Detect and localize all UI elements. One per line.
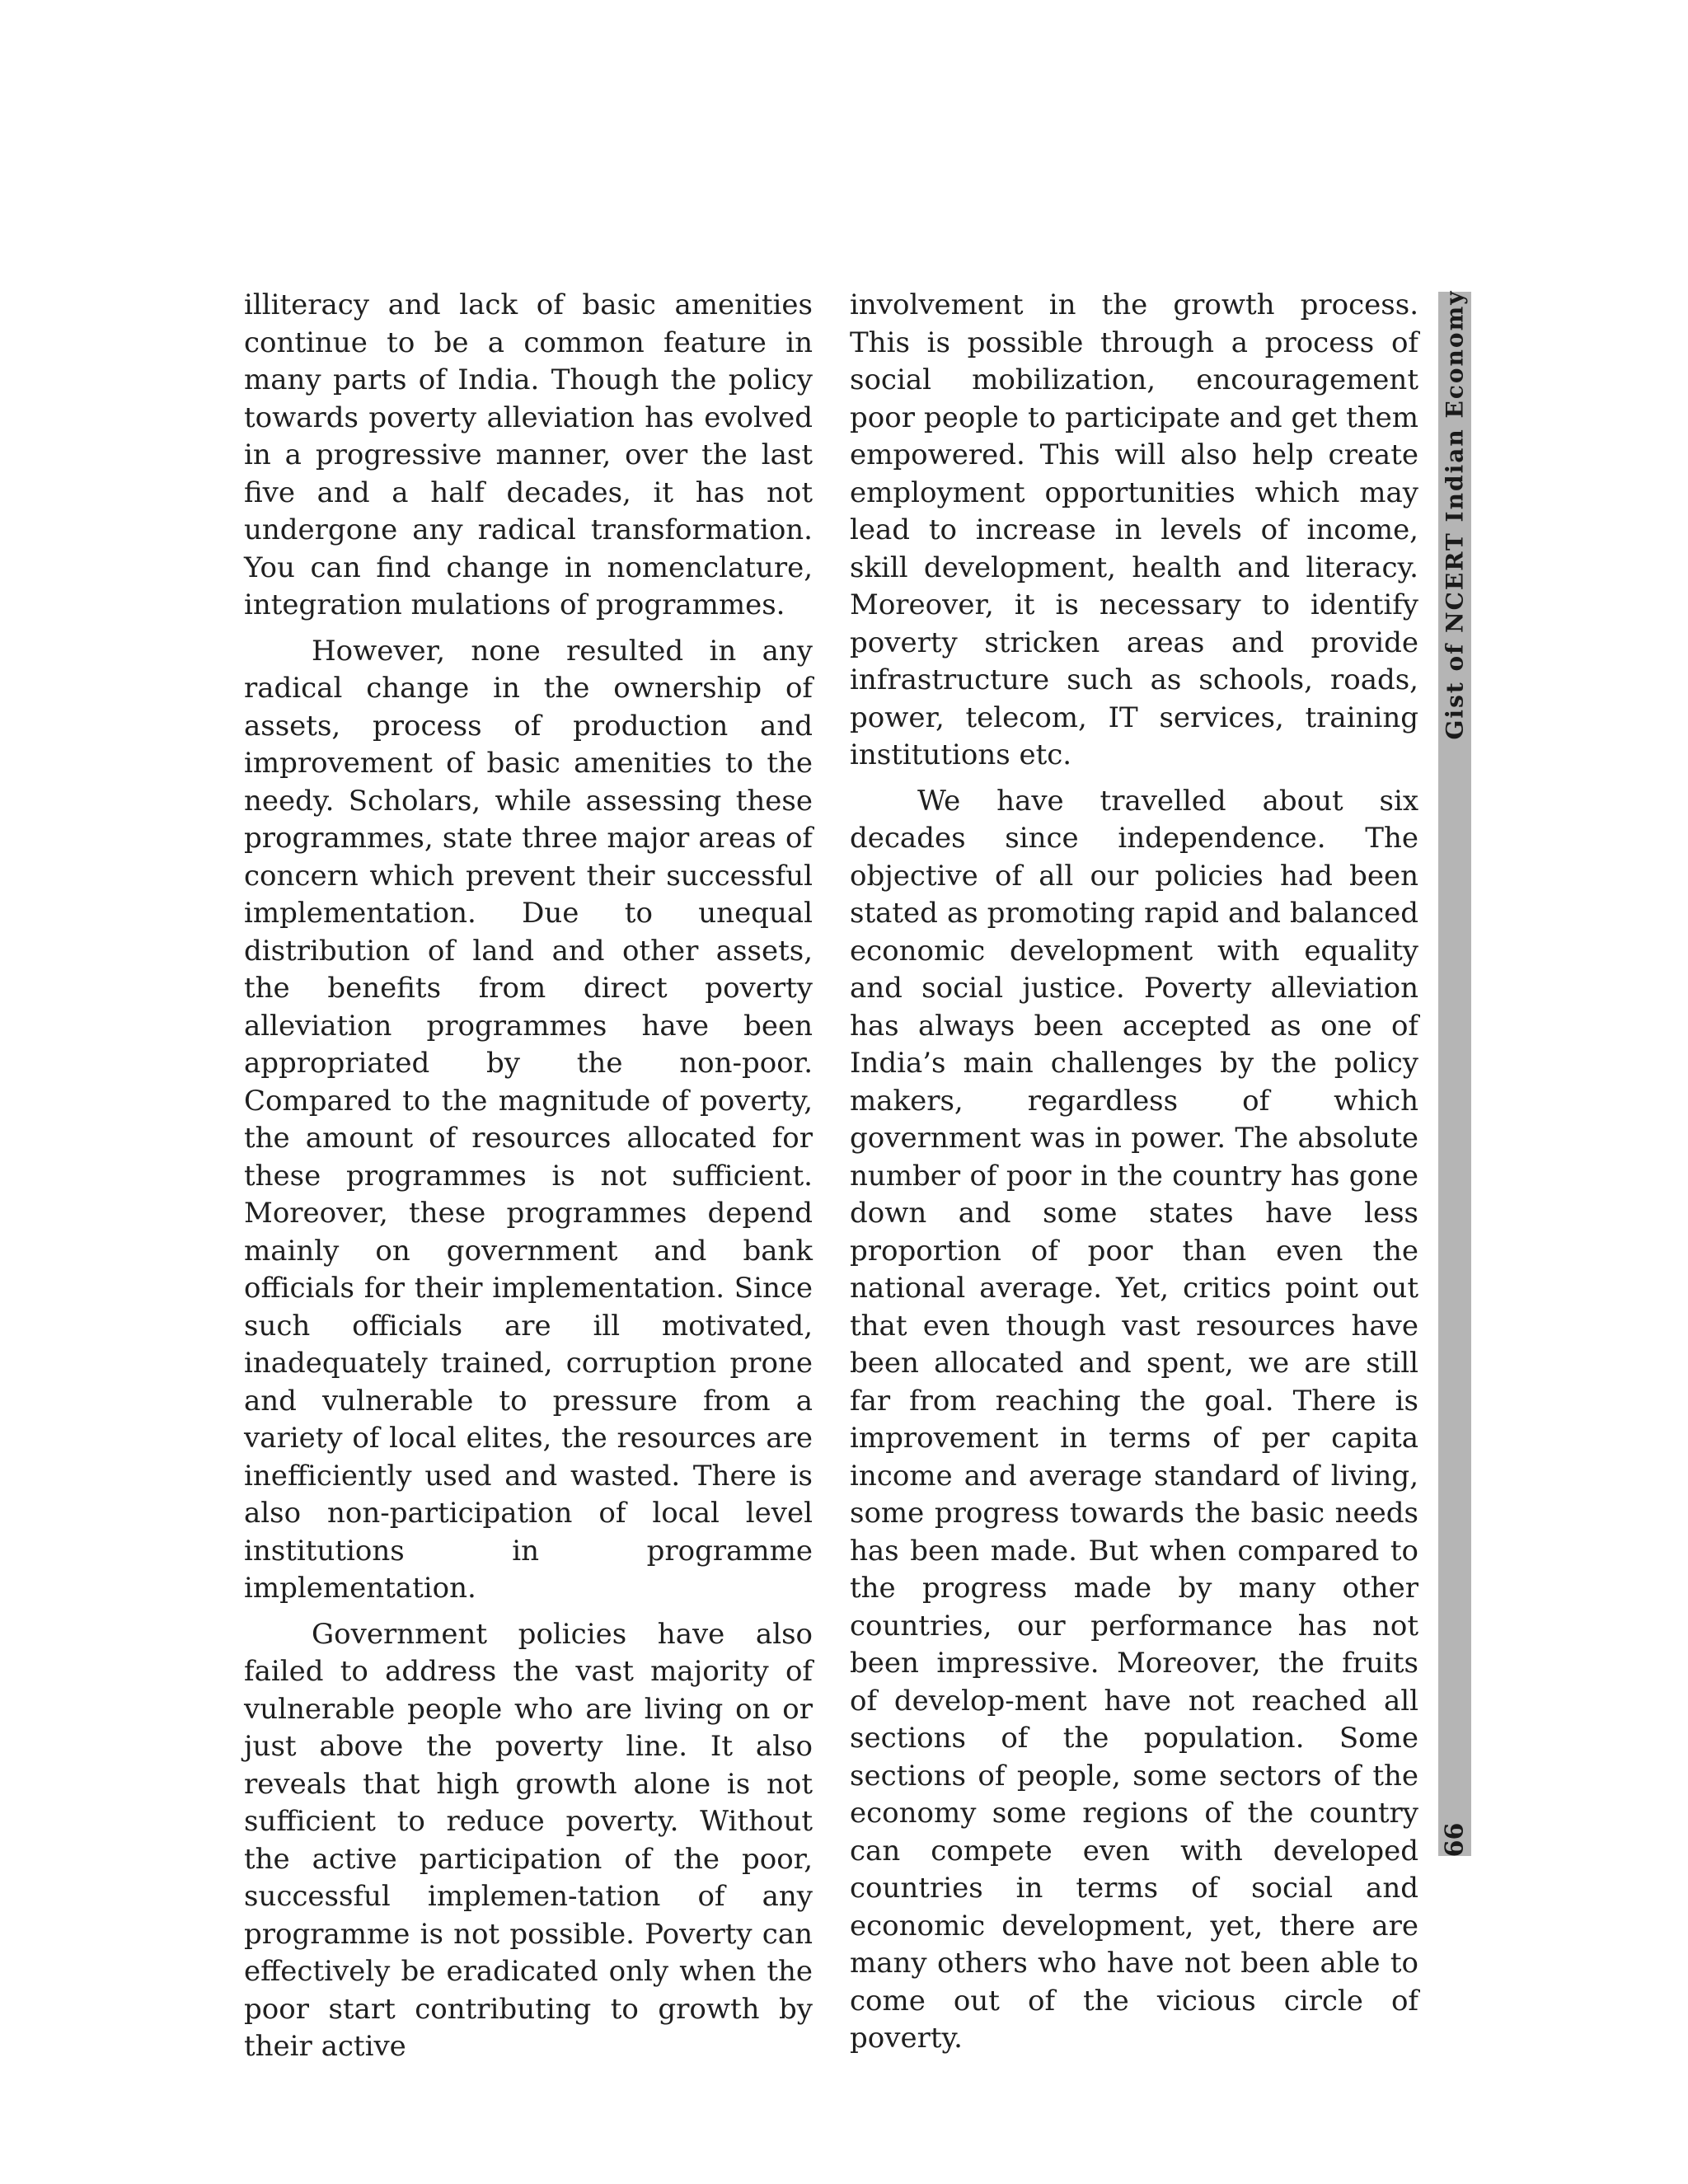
- paragraph-continued: involvement in the growth process. This is possible through a process of social mobilization, encouragement poor people to participate and get them empowered. This will also help create employment opportunities which may lead to increase in levels of income, skill development, health and literacy. Moreover, it is necessary to identify poverty stricken areas and provide infrastructure such as schools, roads, power, telecom, IT services, training institutions etc.: [850, 288, 1418, 771]
- paragraph: However, none resulted in any radical change in the ownership of assets, process of production and improvement of basic amenities to the needy. Scholars, while assessing these programmes, state three major areas of concern which prevent their successful implementation. Due to unequal distribution of land and other assets, the benefits from direct poverty alleviation programmes have been appropriated by the non-poor. Compared to the magnitude of poverty, the amount of resources allocated for these programmes is not sufficient. Moreover, these programmes depend mainly on government and bank officials for their implementation. Since such officials are ill motivated, inadequately trained, corruption prone and vulnerable to pressure from a variety of local elites, the resources are inefficiently used and wasted. There is also non-participation of local level institutions in programme implementation.: [244, 634, 813, 1605]
- paragraph: We have travelled about six decades since independence. The objective of all our policies had been stated as promoting rapid and balanced economic development with equality and social justice. Poverty alleviation has always been accepted as one of India’s main challenges by the policy makers, regardless of which government was in power. The absolute number of poor in the country has gone down and some states have less proportion of poor than even the national average. Yet, critics point out that even though vast resources have been allocated and spent, we are still far from reaching the goal. There is improvement in terms of per capita income and average standard of living, some progress towards the basic needs has been made. But when compared to the progress made by many other countries, our performance has not been impressive. Moreover, the fruits of develop-ment have not reached all sections of the population. Some sections of people, some sectors of the economy some regions of the country can compete even with developed countries in terms of social and economic development, yet, there are many others who have not been able to come out of the vicious circle of poverty.: [850, 784, 1418, 2055]
- page-number: [1438, 1821, 1471, 1858]
- page-number-text: 66: [1440, 1822, 1470, 1857]
- paragraph-continued: illiteracy and lack of basic amenities continue to be a common feature in many parts of India. Though the policy towards poverty alleviation has evolved in a progressive manner, over the last five and a half decades, it has not undergone any radical transformation. You can find change in nomenclature, integration mulations of programmes.: [244, 288, 813, 621]
- running-head-text: Gist of NCERT Indian Economy: [1441, 289, 1469, 739]
- running-head: [1438, 289, 1471, 739]
- paragraph: Government policies have also failed to address the vast majority of vulnerable people who are living on or just above the poverty line. It also reveals that high growth alone is not sufficient to reduce poverty. Without the active participation of the poor, successful implemen-tation of any programme is not possible. Poverty can effectively be eradicated only when the poor start contributing to growth by their active: [244, 1617, 813, 2063]
- left-text-column: [244, 287, 813, 2074]
- right-text-column: [850, 287, 1418, 2066]
